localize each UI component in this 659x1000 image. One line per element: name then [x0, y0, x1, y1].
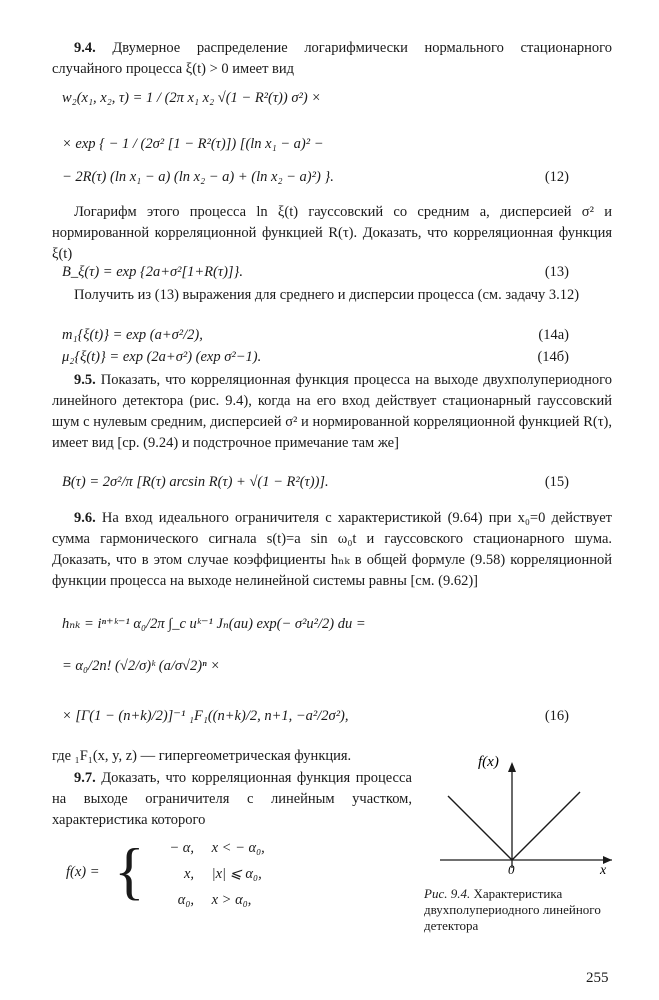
equation-13 — [62, 262, 614, 283]
left-characteristic-line — [448, 796, 512, 860]
equation-12-line-1 — [62, 88, 614, 109]
right-characteristic-line — [512, 792, 580, 860]
case-row — [140, 864, 262, 885]
equation-text: − 2R(τ) (ln x₁ − a) (ln x₂ − a) + (ln x₂ − a)²) }. — [62, 169, 334, 185]
equation-text: m₁{ξ(t)} = exp (a+σ²/2), — [62, 327, 203, 343]
case-condition: |x| ⩽ α₀, — [211, 866, 262, 882]
equation-number: (13) — [544, 264, 569, 280]
paragraph-text: где ₁F₁(x, y, z) — гипергеометрическая функция. — [52, 748, 352, 764]
problem-9-5 — [52, 370, 612, 454]
figure-caption — [424, 886, 624, 934]
page-number: 255 — [586, 970, 609, 986]
origin-label: 0 — [508, 862, 515, 875]
equation-lhs: f(x) = — [66, 864, 100, 880]
equation-text: × exp { − 1 / (2σ² [1 − R²(τ)]) [(ln x₁ − a)² − — [62, 136, 324, 152]
equation-text: μ₂{ξ(t)} = exp (2a+σ²) (exp σ²−1). — [62, 349, 262, 365]
equation-12-line-3 — [62, 167, 614, 188]
problem-text: Доказать, что корреляционная функция процесса на выходе ограничителя с линейным участком, характеристика которого — [52, 770, 412, 828]
equation-text: B_ξ(τ) = exp {2a+σ²[1+R(τ)]}. — [62, 264, 243, 280]
problem-9-4-intro — [52, 38, 612, 80]
equation-text: = α₀/2n! (√2/σ)ᵏ (a/σ√2)ⁿ × — [62, 658, 221, 674]
paragraph-text: Логарифм этого процесса ln ξ(t) гауссовский со средним a, дисперсией σ² и нормированной корреляционной функцией R(τ). Доказать, что корреляционная функция ξ(t) — [52, 204, 612, 262]
case-value: α₀, — [177, 892, 194, 908]
equation-number: (12) — [544, 169, 569, 185]
problem-9-6 — [52, 508, 612, 592]
case-condition: x < − α₀, — [211, 840, 265, 856]
x-axis-label: x — [600, 863, 607, 875]
case-value: x, — [183, 866, 194, 882]
problem-9-4-text-2 — [52, 202, 612, 265]
figure-9-4 — [420, 750, 620, 875]
case-condition: x > α₀, — [211, 892, 252, 908]
problem-text: Двумерное распределение логарифмически нормального стационарного случайного процесса ξ(t) > 0 имеет вид — [52, 40, 612, 77]
problem-number: 9.4. — [74, 40, 96, 56]
equation-number: (15) — [544, 474, 569, 490]
problem-number: 9.6. — [74, 510, 96, 526]
case-value: − α, — [169, 840, 194, 856]
problem-9-4-text-3 — [52, 285, 612, 306]
equation-number: (16) — [544, 708, 569, 724]
equation-number: (14а) — [538, 327, 569, 343]
problem-text: На вход идеального ограничителя с характеристикой (9.64) при x₀=0 действует сумма гармонического сигнала s(t)=a sin ω₀t и гауссовского стационарного шума. Доказать, что в этом случае коэффициенты hₙₖ в общей формуле (9.58) корреляционной функции процесса на выходе нелинейной системы равны [см. (9.62)] — [52, 510, 613, 589]
equation-text: B(τ) = 2σ²/π [R(τ) arcsin R(τ) + √(1 − R²(τ))]. — [62, 474, 329, 490]
equation-14a — [62, 325, 614, 346]
equation-16-line-2 — [62, 656, 614, 677]
caption-text: Характеристика двухполупериодного линейного детектора — [424, 886, 601, 933]
caption-prefix: Рис. 9.4. — [424, 886, 471, 901]
equation-number: (14б) — [537, 349, 569, 365]
equation-15 — [62, 472, 614, 493]
brace-symbol: { — [114, 835, 145, 906]
equation-piecewise — [66, 835, 326, 918]
case-row — [140, 890, 251, 911]
case-row — [140, 838, 265, 859]
problem-9-6-text-after — [52, 746, 412, 767]
problem-9-7 — [52, 768, 412, 831]
equation-14b — [62, 347, 614, 368]
equation-text: hₙₖ = iⁿ⁺ᵏ⁻¹ α₀/2π ∫_c uᵏ⁻¹ Jₙ(au) exp(− σ²u²/2) du = — [62, 616, 366, 632]
equation-16-line-3 — [62, 706, 614, 727]
equation-12-line-2 — [62, 134, 614, 155]
paragraph-text: Получить из (13) выражения для среднего и дисперсии процесса (см. задачу 3.12) — [74, 287, 580, 303]
equation-16-line-1 — [62, 614, 614, 635]
y-axis-label: f(x) — [478, 754, 499, 770]
equation-text: w₂(x₁, x₂, τ) = 1 / (2π x₁ x₂ √(1 − R²(τ)) σ²) × — [62, 90, 322, 106]
y-axis-arrow — [508, 762, 516, 772]
problem-number: 9.7. — [74, 770, 96, 786]
problem-text: Показать, что корреляционная функция процесса на выходе двухполупериодного линейного детектора (рис. 9.4), когда на его вход действует стационарный гауссовский шум с нулевым средним, дисперсией σ² и нормированной корреляционной функцией R(τ), имеет вид [ср. (9.24) и подстрочное примечание там же] — [52, 372, 613, 451]
problem-number: 9.5. — [74, 372, 96, 388]
equation-text: × [Γ(1 − (n+k)/2)]⁻¹ ₁F₁((n+k)/2, n+1, −a²/2σ²), — [62, 708, 349, 724]
